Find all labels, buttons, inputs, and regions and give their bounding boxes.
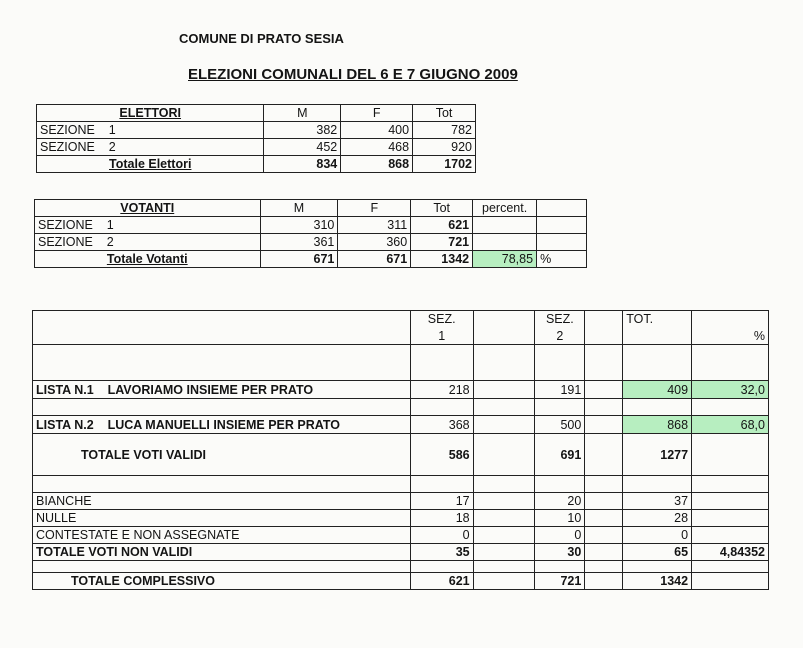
tot-cell: 28 xyxy=(623,510,692,527)
grand-total-row xyxy=(33,573,769,590)
empty-cell xyxy=(33,311,411,345)
empty-cell xyxy=(692,434,769,476)
tot-cell: 0 xyxy=(623,527,692,544)
spacer-row xyxy=(33,345,769,381)
total-percent: 78,85 xyxy=(473,251,537,268)
col-tot: Tot xyxy=(411,200,473,217)
table-row xyxy=(35,217,587,234)
m-cell: 310 xyxy=(260,217,338,234)
invalid-tot: 65 xyxy=(623,544,692,561)
empty-cell xyxy=(623,328,692,345)
grand-total-label: TOTALE COMPLESSIVO xyxy=(33,573,411,590)
empty-cell xyxy=(692,510,769,527)
section-cell: SEZIONE 1 xyxy=(35,217,261,234)
invalid-total-row xyxy=(33,544,769,561)
m-cell: 382 xyxy=(264,122,341,139)
total-label: Totale Elettori xyxy=(37,156,264,173)
empty-cell xyxy=(585,381,623,399)
page-title: ELEZIONI COMUNALI DEL 6 E 7 GIUGNO 2009 xyxy=(188,66,518,83)
empty-cell xyxy=(585,434,623,476)
list-name-cell: LISTA N.2 LUCA MANUELLI INSIEME PER PRATO xyxy=(33,416,411,434)
empty-cell xyxy=(473,573,535,590)
sez1-number: 1 xyxy=(410,328,473,345)
total-tot: 1342 xyxy=(411,251,473,268)
pct-cell: 68,0 xyxy=(692,416,769,434)
invalid-total-label: TOTALE VOTI NON VALIDI xyxy=(33,544,411,561)
list-row xyxy=(33,416,769,434)
invalid-label: BIANCHE xyxy=(33,493,411,510)
sez2-number: 2 xyxy=(535,328,585,345)
municipality-heading: COMUNE DI PRATO SESIA xyxy=(179,31,344,46)
spacer-row xyxy=(33,399,769,416)
table-total-row xyxy=(35,251,587,268)
section-cell: SEZIONE 2 xyxy=(35,234,261,251)
list-row xyxy=(33,381,769,399)
voters-table xyxy=(34,199,587,268)
sez1-cell: 18 xyxy=(410,510,473,527)
sez1-cell: 0 xyxy=(410,527,473,544)
sez1-cell: 17 xyxy=(410,493,473,510)
results-table xyxy=(32,310,769,590)
m-cell: 452 xyxy=(264,139,341,156)
empty-cell xyxy=(537,234,587,251)
empty-cell xyxy=(585,527,623,544)
empty-cell xyxy=(537,200,587,217)
total-m: 671 xyxy=(260,251,338,268)
table-total-row xyxy=(37,156,476,173)
empty-cell xyxy=(585,311,623,345)
empty-cell xyxy=(473,311,535,345)
col-sez2: SEZ. xyxy=(535,311,585,328)
grand-sez2: 721 xyxy=(535,573,585,590)
col-f: F xyxy=(341,105,413,122)
tot-cell: 621 xyxy=(411,217,473,234)
sez2-cell: 191 xyxy=(535,381,585,399)
empty-cell xyxy=(473,416,535,434)
valid-tot: 1277 xyxy=(623,434,692,476)
spacer-row xyxy=(33,561,769,573)
total-f: 868 xyxy=(341,156,413,173)
empty-cell xyxy=(585,493,623,510)
empty-cell xyxy=(473,544,535,561)
total-m: 834 xyxy=(264,156,341,173)
table-row xyxy=(37,139,476,156)
tot-cell: 920 xyxy=(413,139,476,156)
valid-sez2: 691 xyxy=(535,434,585,476)
valid-total-row xyxy=(33,434,769,476)
empty-cell xyxy=(692,311,769,328)
invalid-label: NULLE xyxy=(33,510,411,527)
table-header-row xyxy=(35,200,587,217)
sez2-cell: 0 xyxy=(535,527,585,544)
sez2-cell: 20 xyxy=(535,493,585,510)
sez1-cell: 368 xyxy=(410,416,473,434)
table-row xyxy=(33,493,769,510)
sez2-cell: 10 xyxy=(535,510,585,527)
invalid-label: CONTESTATE E NON ASSEGNATE xyxy=(33,527,411,544)
invalid-sez1: 35 xyxy=(410,544,473,561)
empty-cell xyxy=(585,573,623,590)
empty-cell xyxy=(692,573,769,590)
electors-title: ELETTORI xyxy=(37,105,264,122)
tot-cell: 721 xyxy=(411,234,473,251)
m-cell: 361 xyxy=(260,234,338,251)
empty-cell xyxy=(585,510,623,527)
section-cell: SEZIONE 1 xyxy=(37,122,264,139)
sez1-cell: 218 xyxy=(410,381,473,399)
valid-sez1: 586 xyxy=(410,434,473,476)
empty-cell xyxy=(473,527,535,544)
grand-sez1: 621 xyxy=(410,573,473,590)
electors-table xyxy=(36,104,476,173)
col-sez1: SEZ. xyxy=(410,311,473,328)
col-tot: Tot xyxy=(413,105,476,122)
empty-cell xyxy=(473,381,535,399)
pct-cell: 32,0 xyxy=(692,381,769,399)
f-cell: 400 xyxy=(341,122,413,139)
f-cell: 468 xyxy=(341,139,413,156)
table-row xyxy=(37,122,476,139)
sez2-cell: 500 xyxy=(535,416,585,434)
voters-title: VOTANTI xyxy=(35,200,261,217)
empty-cell xyxy=(473,434,535,476)
grand-tot: 1342 xyxy=(623,573,692,590)
empty-cell xyxy=(585,544,623,561)
empty-cell xyxy=(692,527,769,544)
col-f: F xyxy=(338,200,411,217)
invalid-pct: 4,84352 xyxy=(692,544,769,561)
empty-cell xyxy=(692,493,769,510)
f-cell: 311 xyxy=(338,217,411,234)
spacer-row xyxy=(33,476,769,493)
empty-cell xyxy=(585,416,623,434)
tot-cell: 37 xyxy=(623,493,692,510)
percent-sign: % xyxy=(540,252,552,266)
table-row xyxy=(33,527,769,544)
tot-cell: 409 xyxy=(623,381,692,399)
total-label: Totale Votanti xyxy=(35,251,261,268)
invalid-sez2: 30 xyxy=(535,544,585,561)
empty-cell xyxy=(537,217,587,234)
tot-cell: 782 xyxy=(413,122,476,139)
table-row xyxy=(35,234,587,251)
empty-cell xyxy=(473,234,537,251)
percent-sign-cell xyxy=(537,251,587,268)
tot-cell: 868 xyxy=(623,416,692,434)
empty-cell xyxy=(473,493,535,510)
total-tot: 1702 xyxy=(413,156,476,173)
col-percent: percent. xyxy=(473,200,537,217)
table-row xyxy=(33,510,769,527)
empty-cell xyxy=(473,510,535,527)
col-m: M xyxy=(260,200,338,217)
table-header-row xyxy=(33,311,769,328)
f-cell: 360 xyxy=(338,234,411,251)
section-cell: SEZIONE 2 xyxy=(37,139,264,156)
valid-total-label: TOTALE VOTI VALIDI xyxy=(33,434,411,476)
empty-cell xyxy=(473,217,537,234)
table-header-row xyxy=(37,105,476,122)
total-f: 671 xyxy=(338,251,411,268)
col-m: M xyxy=(264,105,341,122)
col-percent: % xyxy=(692,328,769,345)
col-tot: TOT. xyxy=(623,311,692,328)
list-name-cell: LISTA N.1 LAVORIAMO INSIEME PER PRATO xyxy=(33,381,411,399)
